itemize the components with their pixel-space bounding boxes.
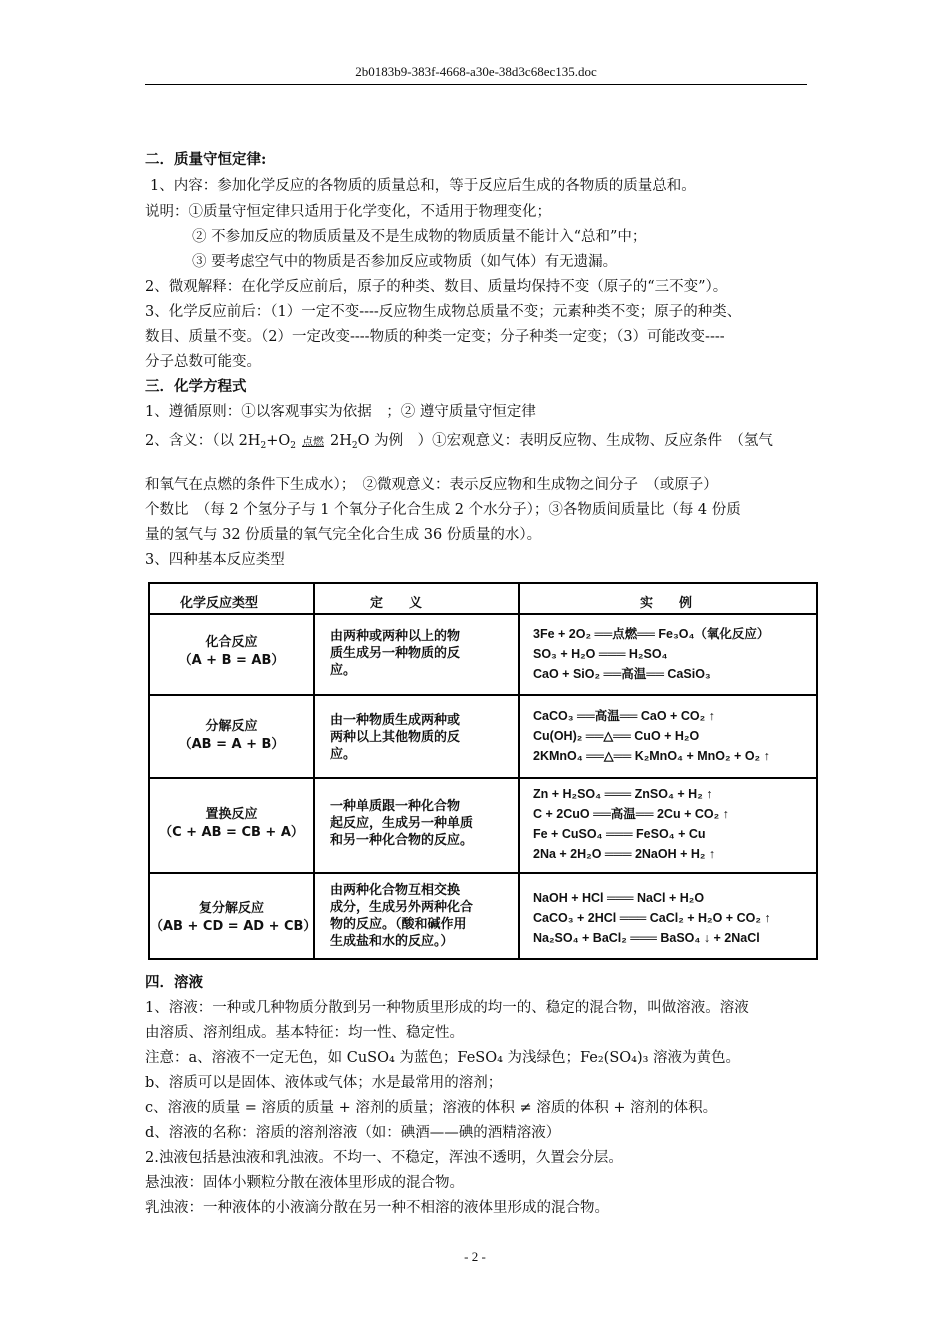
- equation: Zn + H₂SO₄ ═══ ZnSO₄ + H₂ ↑: [533, 787, 713, 801]
- type-formula: （C + AB = CB + A）: [159, 825, 304, 840]
- s4-suspension: 悬浊液：固体小颗粒分散在液体里形成的混合物。: [145, 1175, 464, 1191]
- def-line: 一种单质跟一种化合物: [330, 799, 461, 814]
- type-name: 化合反应: [205, 635, 258, 650]
- reaction-types-table: [148, 582, 818, 960]
- equation: 2Na + 2H₂O ═══ 2NaOH + H₂ ↑: [533, 847, 716, 861]
- header-rule: [145, 84, 807, 85]
- sub-o2: 2: [290, 441, 296, 451]
- equation: CaCO₃ ══高温══ CaO + CO₂ ↑: [533, 709, 715, 723]
- def-line: 成分，生成另外两种化合: [330, 900, 474, 915]
- def-line: 两种以上其他物质的反: [330, 730, 461, 745]
- type-name: 复分解反应: [198, 901, 264, 916]
- s2-before-after-2: 数目、质量不变。（2）一定改变----物质的种类一定变；分子种类一定变；（3）可能改变----: [145, 329, 725, 345]
- equation: NaOH + HCl ═══ NaCl + H₂O: [533, 891, 705, 905]
- def-line: 由两种化合物互相交换: [330, 883, 461, 898]
- s4-note-d: d、溶液的名称：溶质的溶剂溶液（如：碘酒——碘的酒精溶液）: [145, 1125, 561, 1141]
- s2-note-2: ② 不参加反应的物质质量及不是生成物的物质质量不能计入“总和”中；: [192, 229, 647, 245]
- def-line: 质生成另一种物质的反: [330, 646, 461, 661]
- s4-note-c: c、溶液的质量 = 溶质的质量 + 溶剂的质量；溶液的体积 ≠ 溶质的体积 + 溶剂的体积。: [145, 1100, 718, 1116]
- def-line: 应。: [330, 747, 357, 762]
- s4-turbid: 2.浊液包括悬浊液和乳浊液。不均一、不稳定，浑浊不透明，久置会分层。: [145, 1150, 623, 1166]
- s3-meaning-post: O 为例 ）①宏观意义：表明反应物、生成物、反应条件 （氢气: [357, 433, 773, 449]
- row-type: [150, 900, 317, 936]
- type-formula: （A + B = AB）: [178, 653, 285, 668]
- row-definition: [330, 628, 530, 679]
- s2-content: 1、内容：参加化学反应的各物质的质量总和，等于反应后生成的各物质的质量总和。: [150, 178, 696, 194]
- equation: Na₂SO₄ + BaCl₂ ═══ BaSO₄ ↓ + 2NaCl: [533, 931, 760, 945]
- def-line: 应。: [330, 663, 357, 678]
- header-definition: 定 义: [370, 596, 423, 611]
- row-definition: [330, 712, 530, 763]
- def-line: 物的反应。（酸和碱作用: [330, 917, 467, 932]
- row-examples: [533, 706, 770, 766]
- row-type: [150, 634, 313, 670]
- s4-solution-1: 1、溶液：一种或几种物质分散到另一种物质里形成的均一的、稳定的混合物，叫做溶液。溶液: [145, 1000, 749, 1016]
- s2-before-after-1: 3、化学反应前后：（1）一定不变----反应物生成物总质量不变；元素种类不变；原子的种类、: [145, 304, 742, 320]
- page-number: - 2 -: [464, 1249, 486, 1264]
- header-type: 化学反应类型: [180, 596, 259, 611]
- s3-meaning-1: [145, 431, 773, 456]
- section-4-title: 四．溶液: [145, 974, 203, 991]
- header-example: 实 例: [640, 596, 693, 611]
- s3-meaning-2: 和氧气在点燃的条件下生成水）； ②微观意义：表示反应物和生成物之间分子 （或原子）: [145, 477, 718, 493]
- s4-solution-2: 由溶质、溶剂组成。基本特征：均一性、稳定性。: [145, 1025, 464, 1041]
- row-type: [150, 718, 313, 754]
- row-definition: [330, 882, 530, 950]
- document-header: 2b0183b9-383f-4668-a30e-38d3c68ec135.doc: [355, 64, 597, 79]
- def-line: 生成盐和水的反应。）: [330, 934, 454, 949]
- row-examples: [533, 888, 771, 948]
- type-formula: （AB + CD = AD + CB）: [150, 919, 317, 934]
- row-examples: [533, 784, 729, 864]
- s3-meaning-4: 量的氢气与 32 份质量的氧气完全化合生成 36 份质量的水）。: [145, 527, 542, 543]
- equation: CaCO₃ + 2HCl ═══ CaCl₂ + H₂O + CO₂ ↑: [533, 911, 771, 925]
- s3-meaning-3: 个数比 （每 2 个氢分子与 1 个氧分子化合生成 2 个水分子）；③各物质间质量比（每 4 份质: [145, 502, 741, 518]
- type-name: 分解反应: [205, 719, 258, 734]
- s3-meaning-product: 2H: [329, 433, 352, 449]
- equation: 2KMnO₄ ══△══ K₂MnO₄ + MnO₂ + O₂ ↑: [533, 749, 770, 763]
- type-formula: （AB = A + B）: [178, 737, 285, 752]
- equation: CaO + SiO₂ ══高温══ CaSiO₃: [533, 667, 711, 681]
- equation: Cu(OH)₂ ══△══ CuO + H₂O: [533, 729, 700, 743]
- s3-meaning-pre: 2、含义：（以 2H: [145, 433, 261, 449]
- equation: Fe + CuSO₄ ═══ FeSO₄ + Cu: [533, 827, 706, 841]
- equation: SO₃ + H₂O ═══ H₂SO₄: [533, 647, 668, 661]
- s3-meaning-plus: +O: [266, 433, 291, 449]
- reaction-condition: 点燃: [301, 435, 324, 448]
- section-3-title: 三．化学方程式: [145, 378, 247, 395]
- def-line: 起反应，生成另一种单质: [330, 816, 474, 831]
- equation: 3Fe + 2O₂ ══点燃══ Fe₃O₄（氧化反应）: [533, 627, 770, 641]
- section-2-title: 二．质量守恒定律:: [145, 151, 267, 168]
- row-examples: [533, 624, 769, 684]
- s2-note: 说明：①质量守恒定律只适用于化学变化，不适用于物理变化；: [145, 204, 551, 220]
- s3-reaction-types: 3、四种基本反应类型: [145, 552, 285, 568]
- sub-h2: 2: [260, 441, 267, 451]
- equation: C + 2CuO ══高温══ 2Cu + CO₂ ↑: [533, 807, 729, 821]
- def-line: 由一种物质生成两种或: [330, 713, 461, 728]
- row-definition: [330, 798, 530, 849]
- def-line: 由两种或两种以上的物: [330, 629, 461, 644]
- s4-emulsion: 乳浊液：一种液体的小液滴分散在另一种不相溶的液体里形成的混合物。: [145, 1200, 609, 1216]
- type-name: 置换反应: [205, 807, 258, 822]
- row-type: [150, 806, 313, 842]
- s2-before-after-3: 分子总数可能变。: [145, 354, 261, 370]
- s2-note-3: ③ 要考虑空气中的物质是否参加反应或物质（如气体）有无遗漏。: [192, 254, 618, 270]
- def-line: 和另一种化合物的反应。: [330, 833, 474, 848]
- s4-note-a: 注意：a、溶液不一定无色，如 CuSO₄ 为蓝色；FeSO₄ 为浅绿色；Fe₂(SO₄)₃ 溶液为黄色。: [145, 1050, 741, 1066]
- sub-h2o: 2: [351, 441, 358, 451]
- s2-micro: 2、微观解释：在化学反应前后，原子的种类、数目、质量均保持不变（原子的“三不变”）。: [145, 279, 728, 295]
- s4-note-b: b、溶质可以是固体、液体或气体；水是最常用的溶剂；: [145, 1075, 503, 1091]
- s3-principle: 1、遵循原则：①以客观事实为依据 ；② 遵守质量守恒定律: [145, 404, 536, 420]
